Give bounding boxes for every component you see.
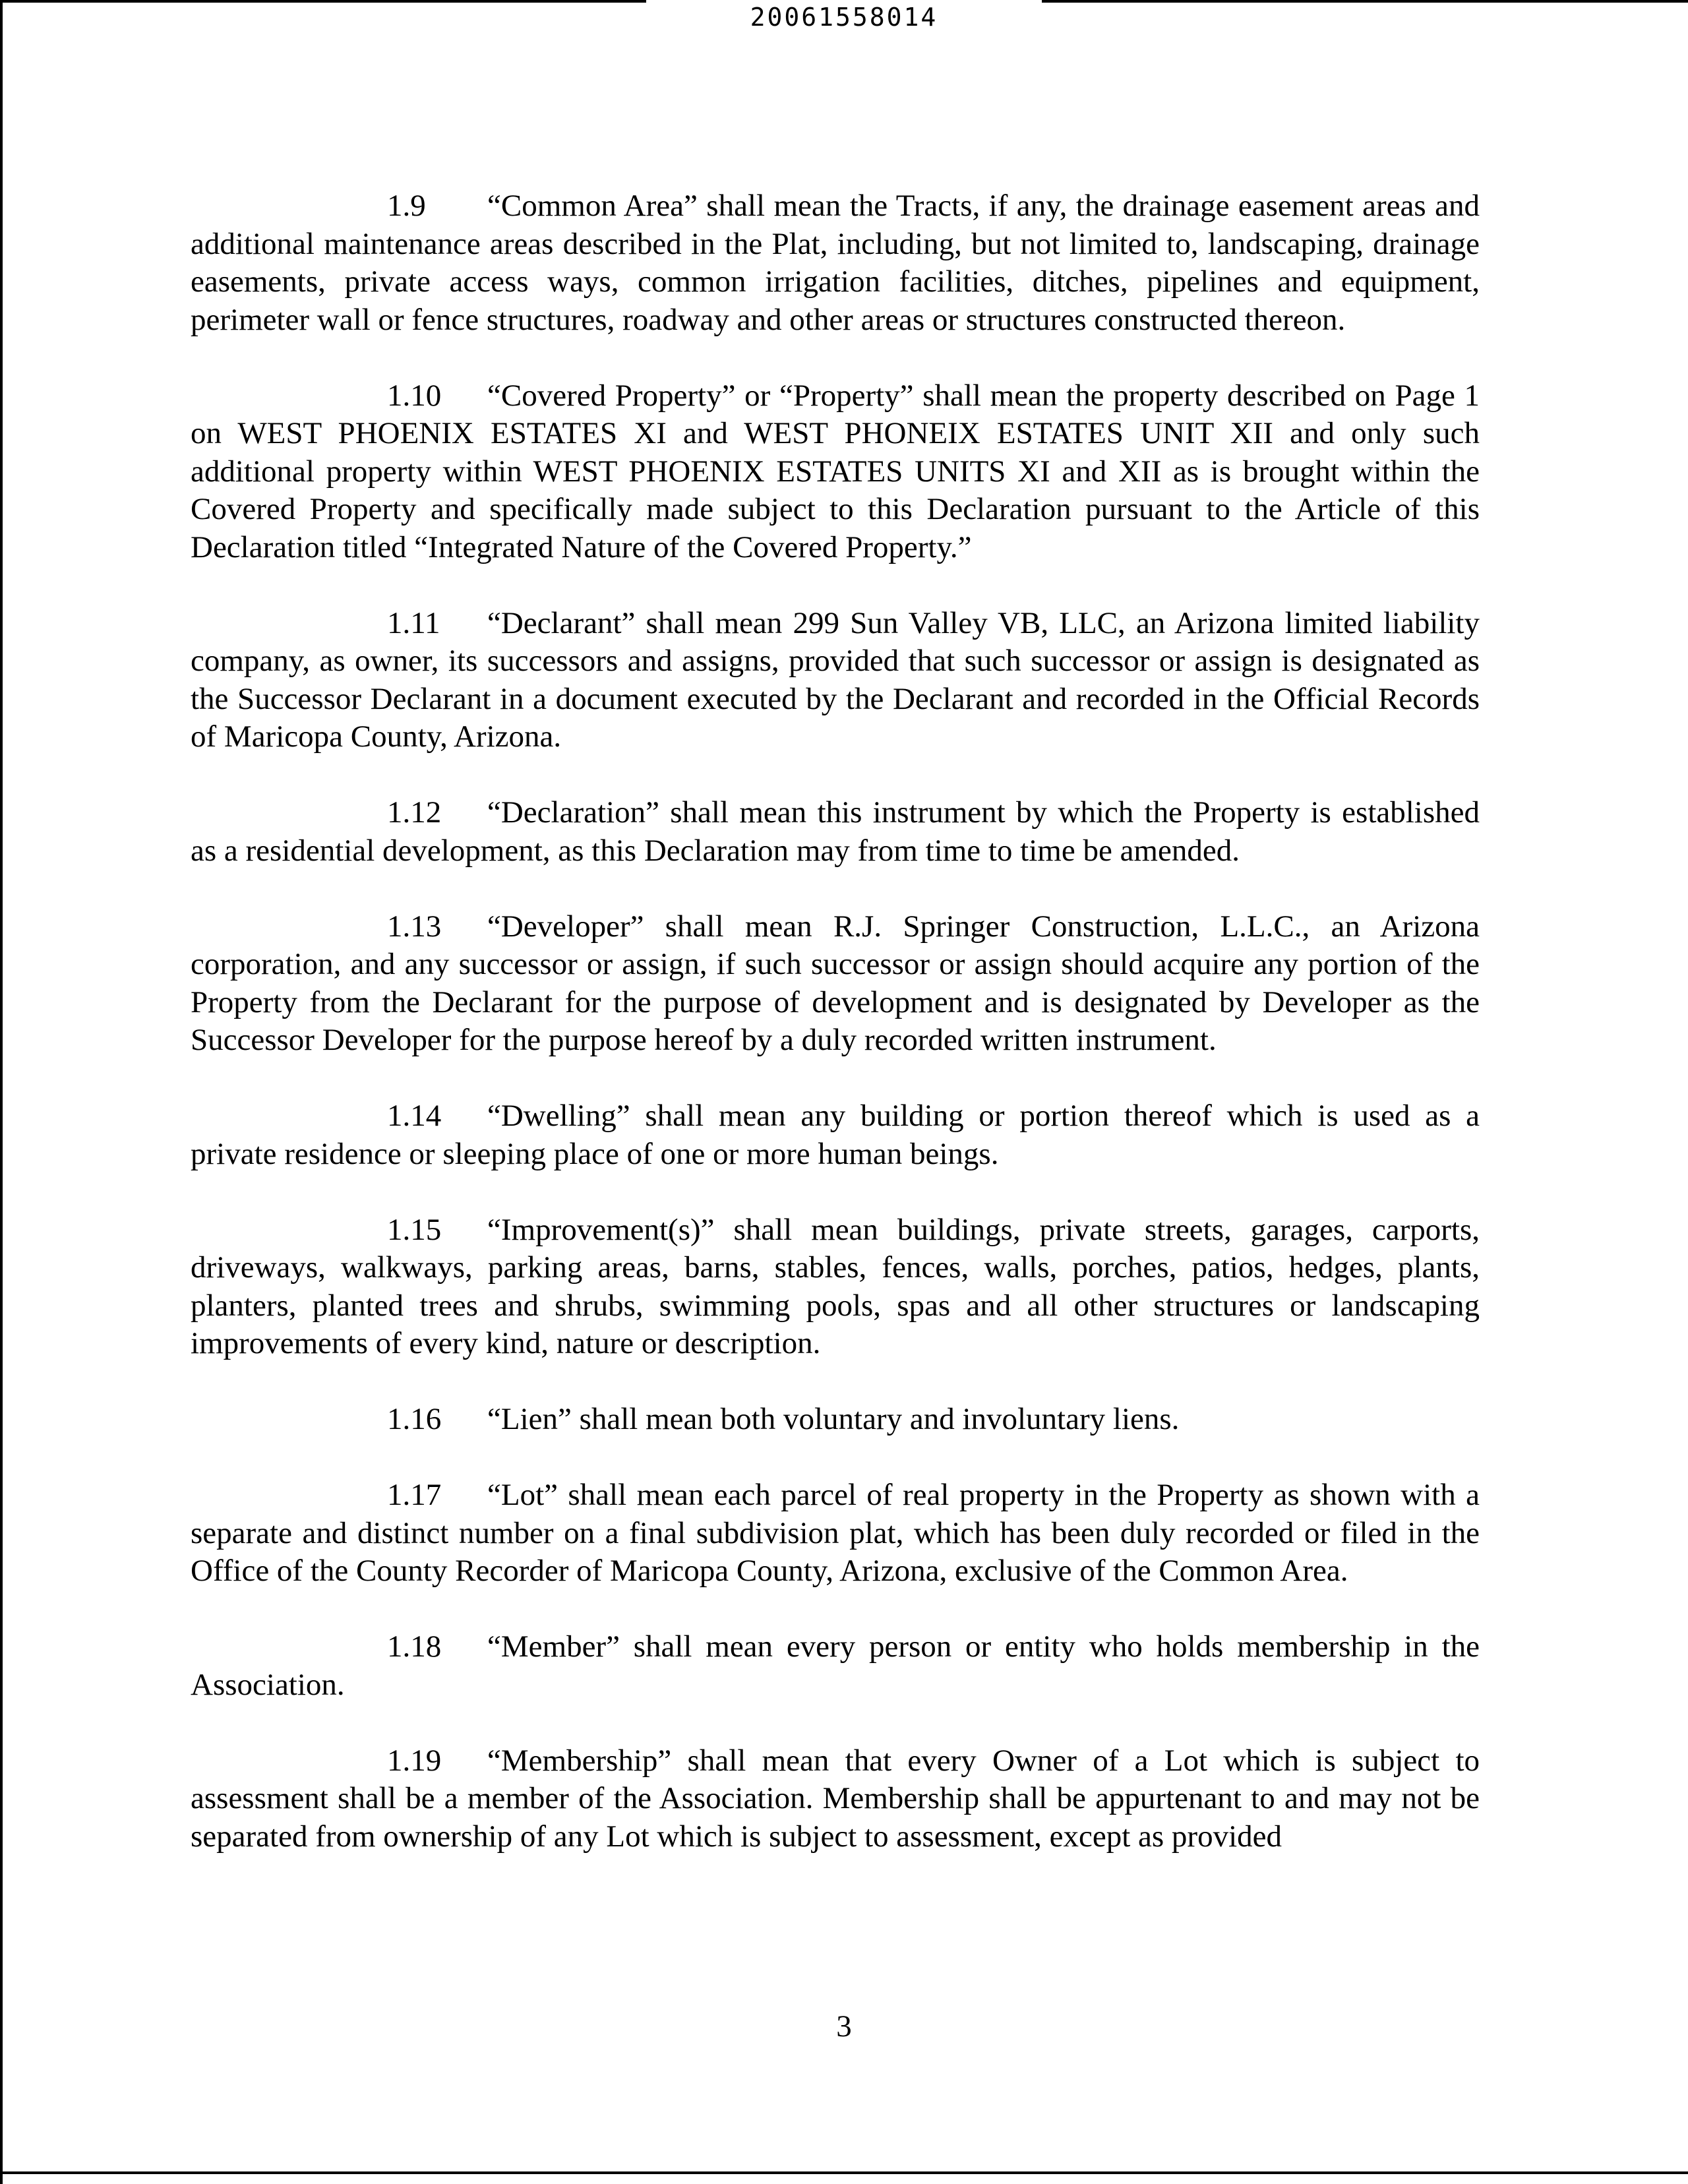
section-text: “Dwelling” shall mean any building or portion thereof which is used as a private residence or sleeping place of one or more human beings. — [191, 1099, 1480, 1171]
section-text: “Membership” shall mean that every Owner of a Lot which is subject to assessment shall be a member of the Association. Membership shall be appurtenant to and may not be separated from ownership of any Lot which is subject to assessment, except as provided — [191, 1743, 1480, 1854]
definition-paragraph — [191, 1097, 1480, 1173]
section-number: 1.9 — [387, 189, 426, 223]
section-text: “Declarant” shall mean 299 Sun Valley VB, LLC, an Arizona limited liability company, as owner, its successors and assigns, provided that such successor or assign is designated as the Successor Declarant in a document executed by the Declarant and recorded in the Official Records of Maricopa County, Arizona. — [191, 605, 1480, 754]
definition-paragraph — [191, 1476, 1480, 1591]
definition-paragraph — [191, 908, 1480, 1060]
section-text: “Lien” shall mean both voluntary and involuntary liens. — [487, 1402, 1180, 1436]
section-text: “Developer” shall mean R.J. Springer Construction, L.L.C., an Arizona corporation, and any successor or assign, if such successor or assign should acquire any portion of the Property from the Declarant for the purpose of development and is designated by Developer as the Successor Developer for the purpose hereof by a duly recorded written instrument. — [191, 909, 1480, 1057]
section-text: “Lot” shall mean each parcel of real property in the Property as shown with a separate and distinct number on a final subdivision plat, which has been duly recorded or filed in the Office of the County Recorder of Maricopa County, Arizona, exclusive of the Common Area. — [191, 1478, 1480, 1588]
section-number: 1.14 — [387, 1099, 442, 1133]
definition-paragraph — [191, 794, 1480, 870]
definition-paragraph — [191, 605, 1480, 756]
scan-border-bottom — [0, 2171, 1688, 2174]
section-number: 1.13 — [387, 909, 442, 944]
section-number: 1.16 — [387, 1402, 442, 1436]
section-text: “Common Area” shall mean the Tracts, if any, the drainage easement areas and additional maintenance areas described in the Plat, including, but not limited to, landscaping, drainage easements, private access ways, common irrigation facilities, ditches, pipelines and equipment, perimeter wall or fence structures, roadway and other areas or structures constructed thereon. — [191, 189, 1480, 337]
scan-border-left — [0, 0, 3, 2184]
section-number: 1.15 — [387, 1212, 442, 1247]
section-number: 1.17 — [387, 1478, 442, 1512]
section-number: 1.19 — [387, 1743, 442, 1778]
definition-paragraph — [191, 1742, 1480, 1856]
section-text: “Covered Property” or “Property” shall mean the property described on Page 1 on WEST PHOENIX ESTATES XI and WEST PHONEIX ESTATES UNIT XII and only such additional property within WEST PHOENIX ESTATES UNITS XI and XII as is brought within the Covered Property and specifically made subject to this Declaration pursuant to the Article of this Declaration titled “Integrated Nature of the Covered Property.” — [191, 378, 1480, 564]
definition-paragraph — [191, 1211, 1480, 1363]
document-body — [191, 187, 1480, 1856]
section-number: 1.18 — [387, 1629, 442, 1664]
section-text: “Improvement(s)” shall mean buildings, private streets, garages, carports, driveways, walkways, parking areas, barns, stables, fences, walls, porches, patios, hedges, plants, planters, planted trees and shrubs, swimming pools, spas and all other structures or landscaping improvements of every kind, nature or description. — [191, 1212, 1480, 1360]
definition-paragraph — [191, 377, 1480, 567]
definition-paragraph — [191, 187, 1480, 339]
definition-paragraph — [191, 1628, 1480, 1704]
section-number: 1.10 — [387, 378, 442, 413]
section-number: 1.11 — [387, 605, 440, 640]
section-text: “Declaration” shall mean this instrument by which the Property is established as a residential development, as this Declaration may from time to time be amended. — [191, 795, 1480, 868]
page-number: 3 — [836, 2009, 852, 2044]
section-number: 1.12 — [387, 795, 442, 830]
section-text: “Member” shall mean every person or entity who holds membership in the Association. — [191, 1629, 1480, 1702]
definition-paragraph — [191, 1401, 1480, 1439]
document-number: 20061558014 — [750, 3, 938, 32]
